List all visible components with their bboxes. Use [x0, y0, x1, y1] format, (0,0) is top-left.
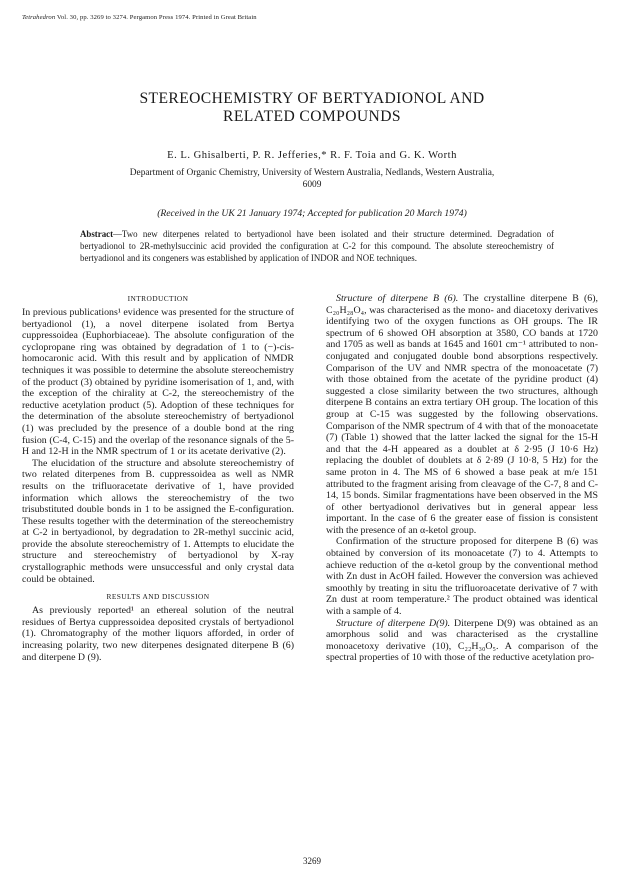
journal-name: Tetrahedron	[22, 14, 56, 21]
confirmation-paragraph: Confirmation of the structure proposed for diterpene B (6) was obtained by conversion of its monoacetate (7) to 4. Attempts to achieve reduction of the α-ketol group by the conventional method with Zn dust in AcOH failed. However the conversion was achieved smoothly by treating in situ the trifluoroacetate derivative of 7 with Zn dust at room temperature.² The product obtained was identical with a sample of 4.	[326, 536, 598, 618]
received-dates: (Received in the UK 21 January 1974; Accepted for publication 20 March 1974)	[157, 208, 467, 219]
affiliation-line-1: Department of Organic Chemistry, University of Western Australia, Nedlands, Western Australia,	[129, 168, 495, 178]
right-column	[326, 293, 598, 664]
diterpene-d-subheading: Structure of diterpene D(9).	[336, 617, 451, 629]
affiliation-line-2: 6009	[302, 180, 322, 190]
results-heading: RESULTS AND DISCUSSION	[106, 592, 210, 602]
abstract-text: —Two new diterpenes related to bertyadionol have been isolated and their structure determined. Degradation of bertyadionol to 2R-methylsuccinic acid provided the configuration at C-2 for this compound. The absolute stereochemistry of bertyadionol and its congeners was established by application of INDOR and NOE techniques.	[80, 229, 554, 263]
paper-title-line-2: RELATED COMPOUNDS	[223, 108, 401, 125]
author-list: E. L. Ghisalberti, P. R. Jefferies,* R. F. Toia and G. K. Worth	[167, 150, 457, 161]
abstract-heading: Abstract	[80, 229, 114, 239]
diterpene-b-text: The crystalline diterpene B (6), C₂₀H₂₈O₄, was characterised as the mono- and diacetoxy derivatives identifying two of the oxygen functions as OH groups. The IR spectrum of 6 showed OH absorption at 3580, CO bands at 1720 and 1705 as well as bands at 1645 and 1601 cm⁻¹ attributed to non-conjugated and conjugated double bond absorptions respectively. Comparison of the UV and NMR spectra of the monoacetate (7) with those obtained from the acetate of the pyridine product (4) suggested a close similarity between the two structures, although diterpene B contains an extra tertiary OH group. The location of this group at C-15 was suggested by the following observations. Comparison of the NMR spectrum of 4 with that of the monoacetate (7) (Table 1) showed that the latter lacked the signal for the 15-H and that the 4-H appeared as a doublet at δ 2·95 (J 10·6 Hz) replacing the doublet of doublets at δ 2·89 (J 10·8, 5 Hz) for the same proton in 4. The MS of 6 showed a base peak at m/e 151 attributed to the fragment arising from cleavage of the C-7, 8 and C-14, 15 bonds. Similar fragmentations have been observed in the MS of other bertyadionol derivatives but in general appear less important. In the case of 6 the greater ease of fission is consistent with the presence of an α-ketol group.	[326, 293, 598, 536]
results-paragraph-1: As previously reported¹ an ethereal solution of the neutral residues of Bertya cuppressoidea deposited crystals of bertyadionol (1). Chromatography of the mother liquors afforded, in order of increasing polarity, two new diterpenes designated diterpene B (6) and diterpene D (9).	[22, 605, 294, 663]
introduction-heading: INTRODUCTION	[127, 294, 189, 303]
introduction-paragraph-1: In previous publications¹ evidence was presented for the structure of bertyadionol (1), a novel diterpene isolated from Bertya cuppressoidea (Euphorbiaceae). The absolute configuration of the cyclopropane ring was obtained by degradation of 1 to (−)-cis-homocaronic acid. With this result and by application of NMDR techniques it was possible to determine the absolute stereochemistry of the product (3) obtained by pyridine isomerisation of 1, and, with the exception of the chirality at C-2, the stereochemistry of the reductive acetylation product (5). Adoption of these techniques for the determination of the absolute stereochemistry of bertyadionol (1) was precluded by the presence of a double bond at the ring fusion (C-4, C-15) and the overlap of the resonance signals of the 5-H and 12-H in the NMR spectrum of 1 or its acetate derivative (2).	[22, 307, 294, 458]
introduction-paragraph-2: The elucidation of the structure and absolute stereochemistry of two related diterpenes from B. cuppressoidea as well as NMR results on the trifluoracetate derivative of 1, have provided information which allows the stereochemistry of the two trisubstituted double bonds in 1 to be assigned the E-configuration. These results together with the determination of the stereochemistry at C-2 in bertyadionol, by degradation to 2R-methyl succinic acid, provide the absolute stereochemistry of 1. Attempts to elucidate the structure and stereochemistry of bertyadionol by X-ray crystallographic methods were unsuccessful and only crystal data could be obtained.	[22, 457, 294, 585]
page-number: 3269	[303, 856, 321, 866]
diterpene-b-paragraph	[326, 293, 598, 536]
abstract	[80, 228, 554, 264]
journal-header	[22, 14, 257, 21]
diterpene-d-paragraph	[326, 618, 598, 664]
diterpene-b-subheading: Structure of diterpene B (6).	[336, 293, 459, 304]
journal-citation: Vol. 30, pp. 3269 to 3274. Pergamon Press 1974. Printed in Great Britain	[55, 14, 257, 21]
diterpene-d-text: Diterpene D(9) was obtained as an amorphous solid and was characterised as the crystalline monoacetoxy derivative (10), C₂₂H₃₀O₅. A comparison of the spectral properties of 10 with those of the reductive acetylation pro-	[326, 617, 598, 664]
paper-title-line-1: STEREOCHEMISTRY OF BERTYADIONOL AND	[139, 90, 485, 107]
left-column	[22, 293, 294, 663]
